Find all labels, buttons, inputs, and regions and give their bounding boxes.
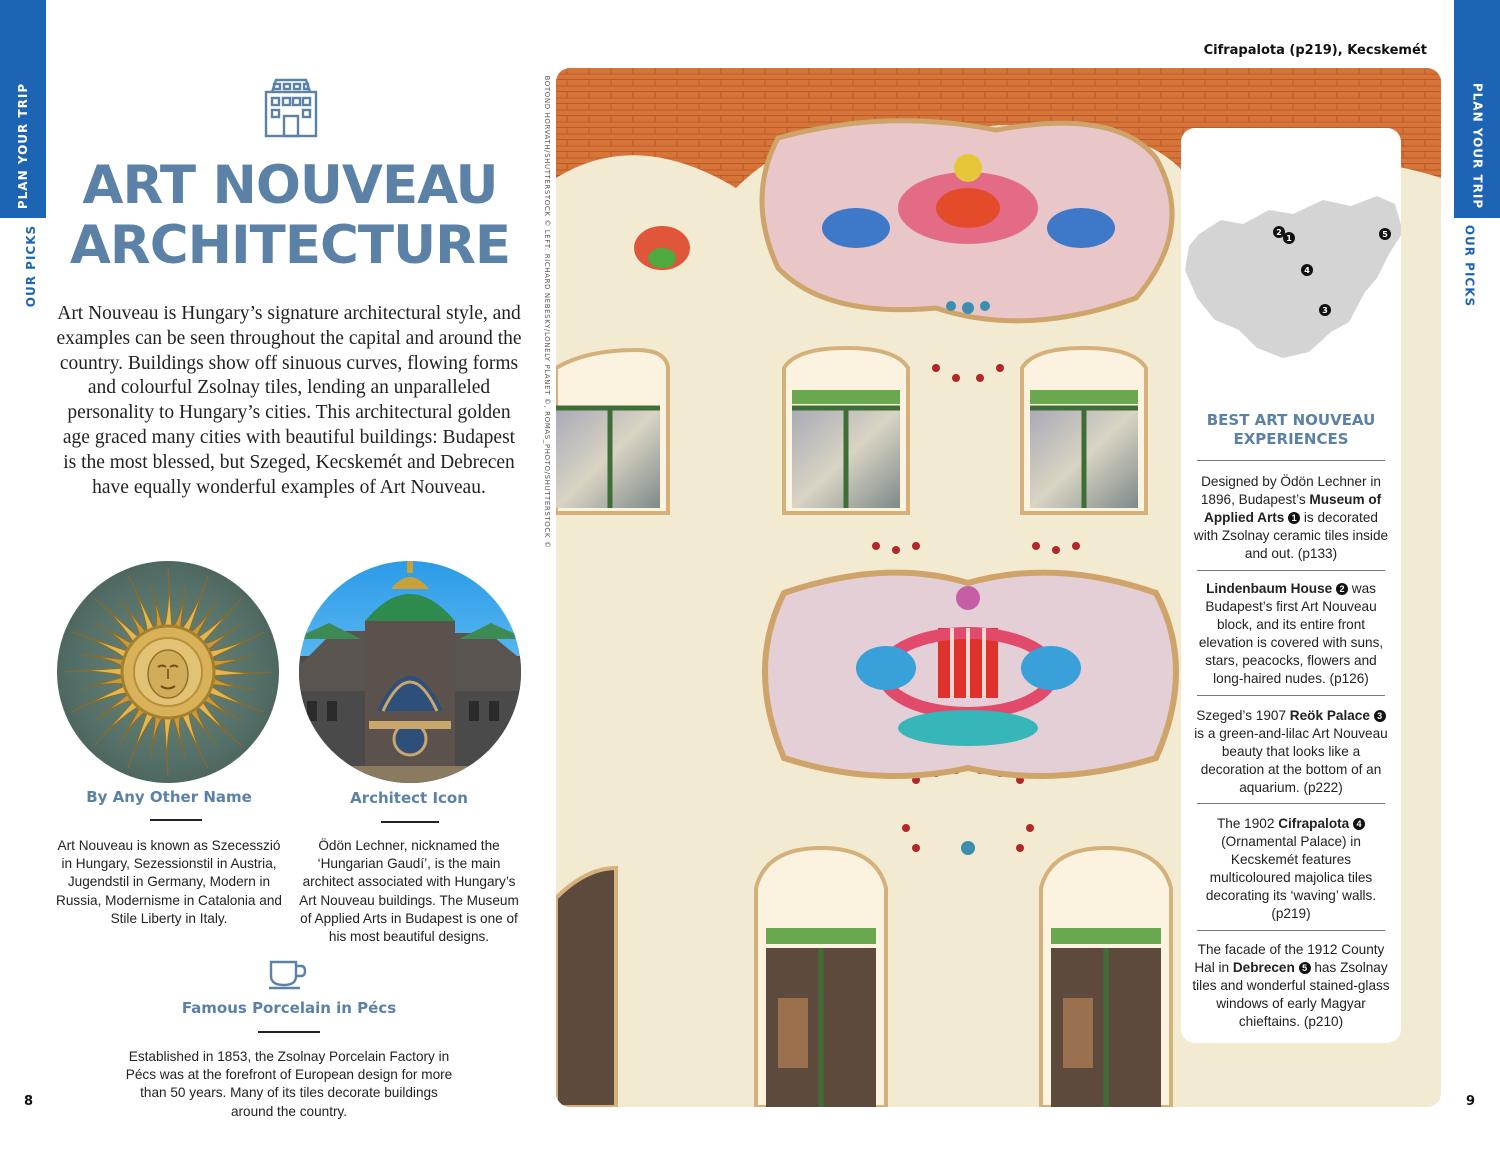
museum-image [299, 561, 521, 783]
panel-heading-line-2: EXPERIENCES [1233, 430, 1349, 448]
marker-badge: 1 [1288, 512, 1300, 524]
experience-text: is decorated with Zsolnay ceramic tiles inside and out. (p133) [1193, 510, 1389, 562]
experiences-panel [1181, 128, 1401, 1043]
plan-your-trip-label: PLAN YOUR TRIP [16, 82, 30, 210]
experience-name: Museum of Applied Arts [1204, 492, 1382, 526]
marker-badge: 3 [1374, 710, 1386, 722]
feature-heading-porcelain: Famous Porcelain in Pécs [181, 999, 397, 1017]
map-marker-2: 2 [1276, 228, 1282, 237]
sun-ray [181, 576, 208, 633]
sun-ray [207, 632, 264, 659]
sun-ray [164, 716, 172, 776]
sun-ray [173, 714, 185, 758]
sun-ray [212, 668, 272, 676]
panel-rule [1197, 460, 1385, 461]
experience-text: The facade of the 1912 County Hal in [1194, 942, 1385, 976]
page-title [40, 156, 540, 276]
feature-text-architect: Ödön Lechner, nicknamed the ‘Hungarian Gaudí’, is the main architect associated with Hungary’s Art Nouveau buildings. The Museum of Applied Arts in Budapest is one of his most beautiful designs. [299, 838, 519, 945]
map-marker-3: 3 [1322, 306, 1328, 315]
marker-badge: 2 [1336, 583, 1348, 595]
sun-ray [72, 632, 129, 659]
sun-ray [210, 655, 254, 667]
photo-caption: Cifrapalota (p219), Kecskemét [1203, 43, 1427, 58]
marker-badge: 5 [1299, 962, 1311, 974]
page-number-left: 8 [24, 1094, 34, 1109]
building-icon [262, 76, 320, 138]
sun-ray [181, 711, 208, 768]
experience-text: has Zsolnay tiles and wonderful stained-glass windows of early Magyar chieftains. (p210) [1192, 960, 1390, 1030]
panel-rule [1197, 695, 1385, 696]
experience-name: Reök Palace [1289, 708, 1370, 723]
feature-rule-2 [381, 821, 439, 823]
feature-text-other-name: Art Nouveau is known as Szecesszió in Hungary, Sezessionstil in Austria, Jugendstil in Germany, Modern in Russia, Modernisme in Catalonia and Stile Liberty in Italy. [56, 838, 282, 926]
feature-heading-architect: Architect Icon [350, 789, 468, 807]
feature-heading-other-name: By Any Other Name [86, 788, 252, 806]
experience-item [1191, 815, 1391, 924]
panel-heading-line-1: BEST ART NOUVEAU [1206, 411, 1376, 429]
map-marker-1: 1 [1286, 234, 1292, 243]
experience-item [1191, 580, 1391, 689]
feature-rule-3 [258, 1031, 320, 1033]
panel-rule [1197, 803, 1385, 804]
our-picks-label: OUR PICKS [24, 224, 38, 308]
experience-item [1191, 473, 1391, 563]
our-picks-label-right: OUR PICKS [1462, 224, 1476, 308]
sun-ray [207, 685, 264, 712]
feature-rule-1 [150, 819, 202, 821]
map-marker-4: 4 [1304, 266, 1310, 275]
experience-item [1191, 707, 1391, 797]
sun-ray [72, 685, 129, 712]
experience-text: (Ornamental Palace) in Kecskemét features multicoloured majolica tiles decorating its ‘waving’ walls. (p219) [1205, 834, 1377, 922]
sun-ray [82, 677, 126, 689]
panel-rule [1197, 570, 1385, 571]
cup-icon [268, 958, 308, 990]
sun-ray [151, 714, 163, 758]
sun-ray [164, 568, 172, 628]
sun-ray [128, 711, 155, 768]
intro-paragraph: Art Nouveau is Hungary’s signature architectural style, and examples can be seen throughout the capital and around the country. Buildings show off sinuous curves, flowing forms and colourful Zsolnay tiles, lending an unparalleled personality to Hungary’s cities. This architectural golden age graced many cities with beautiful buildings: Budapest is the most blessed, but Szeged, Kecskemét and Debrecen have equally wonderful examples of Art Nouveau. [56, 303, 522, 498]
sun-ray [151, 586, 163, 630]
page-number-right: 9 [1466, 1094, 1476, 1109]
experience-text: is a green-and-lilac Art Nouveau beauty that looks like a decoration at the bottom of an aquarium. (p222) [1194, 726, 1388, 796]
experience-text: was Budapest’s first Art Nouveau block, and its entire front elevation is covered with suns, stars, peacocks, flowers and long-haired nudes. (p126) [1198, 581, 1384, 687]
experience-item [1191, 941, 1391, 1031]
experience-name: Lindenbaum House [1206, 581, 1333, 596]
experience-name: Cifrapalota [1278, 816, 1350, 831]
marker-badge: 4 [1353, 818, 1365, 830]
sun-ray [128, 576, 155, 633]
panel-rule [1197, 930, 1385, 931]
sun-ray [210, 677, 254, 689]
plan-your-trip-label-right: PLAN YOUR TRIP [1470, 82, 1484, 210]
panel-heading [1181, 411, 1401, 449]
sun-ray [173, 586, 185, 630]
experience-name: Debrecen [1232, 960, 1295, 976]
feature-text-porcelain: Established in 1853, the Zsolnay Porcelain Factory in Pécs was at the forefront of European design for more than 50 years. Many of its tiles decorate buildings around the country. [125, 1049, 453, 1119]
sun-ray [82, 655, 126, 667]
experience-text: Szeged’s 1907 [1196, 708, 1290, 723]
title-line-2: ARCHITECTURE [69, 215, 511, 276]
experience-text: The 1902 [1216, 816, 1279, 831]
photo-credit: BOTOND HORVATH/SHUTTERSTOCK © LEFT: RICHARD NEBESKY/LONELY PLANET ©, ROMAS_PHOTO/SHUTTERSTOCK © [543, 75, 551, 549]
experience-text: Designed by Ödön Lechner in 1896, Budapest’s [1200, 474, 1381, 508]
map-marker-5: 5 [1382, 230, 1388, 239]
sun-ray [64, 668, 124, 676]
sun-relief-image [57, 561, 279, 783]
hungary-map [1181, 182, 1401, 372]
title-line-1: ART NOUVEAU [82, 155, 498, 216]
